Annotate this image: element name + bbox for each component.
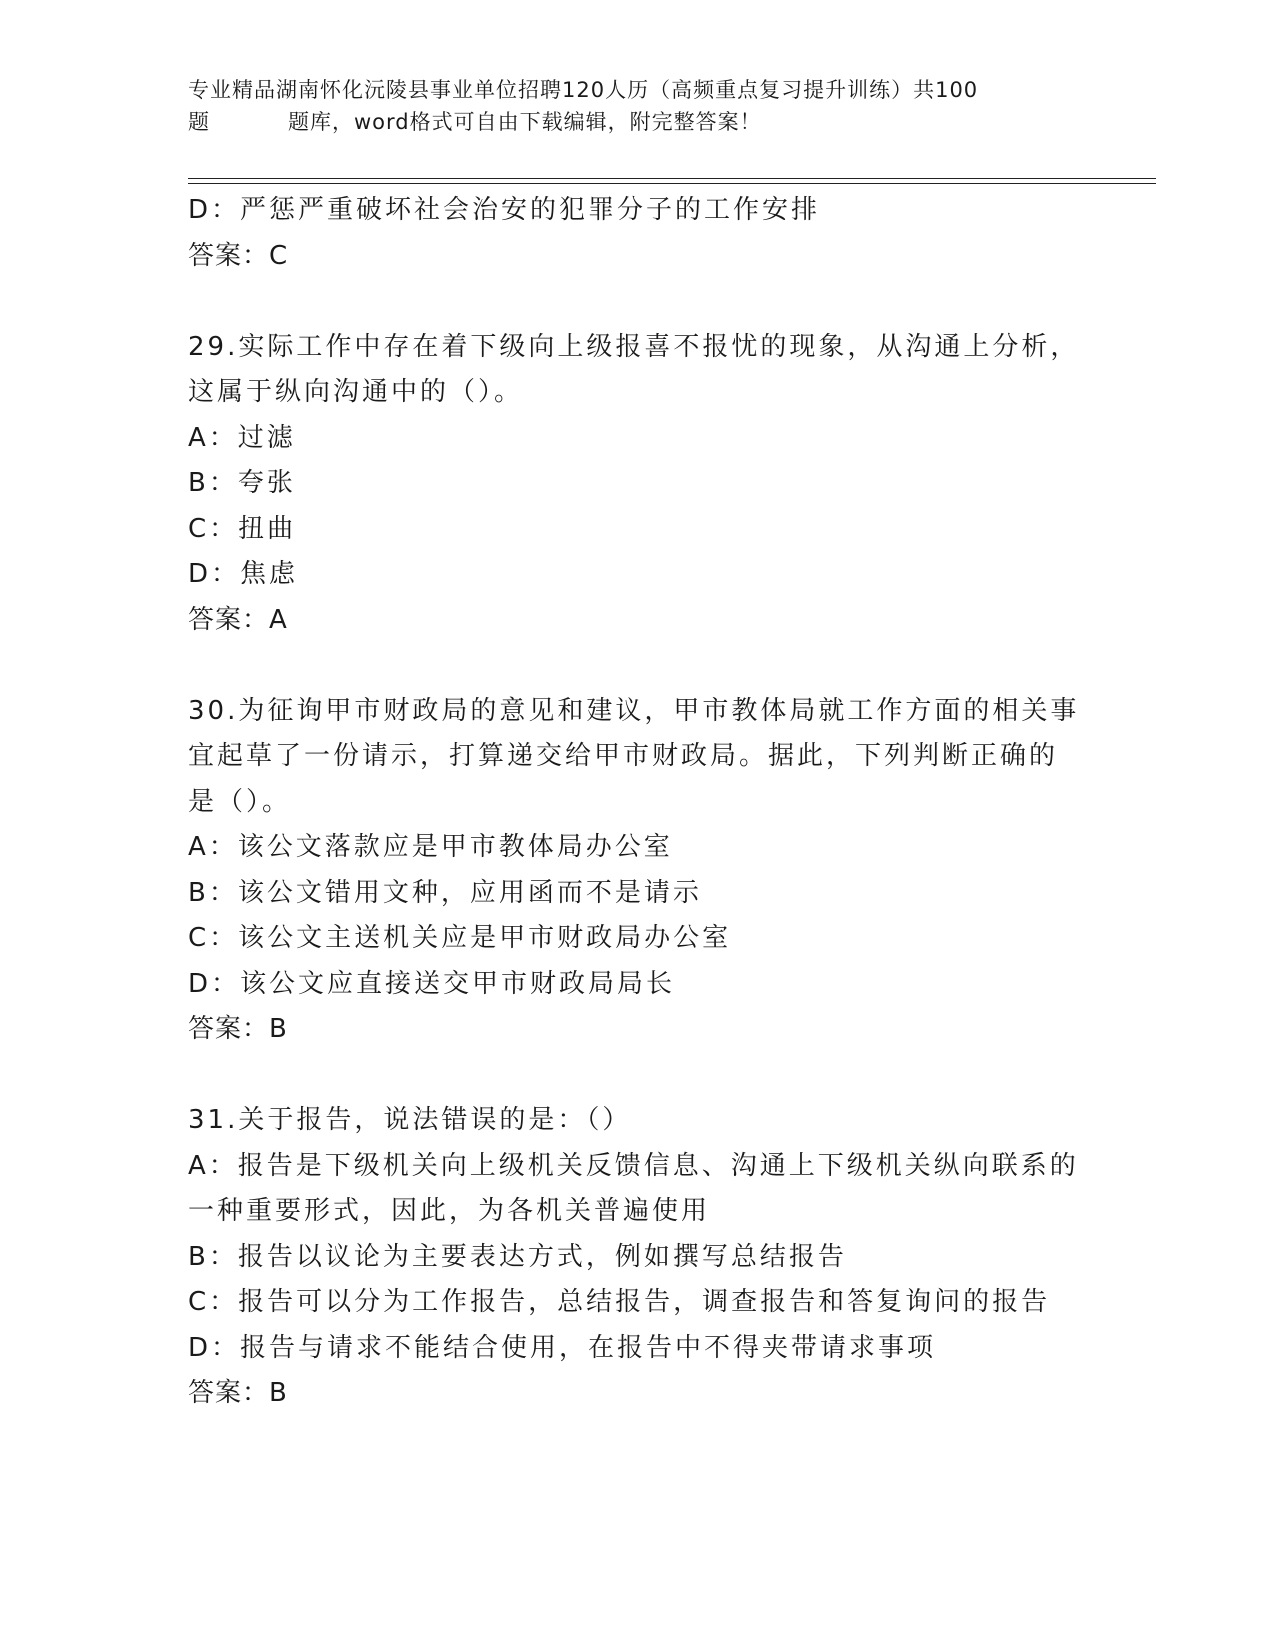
option-d: D：焦虑 [188,559,299,589]
header-rule-bottom [188,183,1156,184]
option-a: A：该公文落款应是甲市教体局办公室 [188,832,673,862]
option-b: B：报告以议论为主要表达方式，例如撰写总结报告 [188,1241,847,1272]
option-d: D：报告与请求不能结合使用，在报告中不得夹带请求事项 [188,1332,937,1363]
question-stem: 宜起草了一份请示，打算递交给甲市财政局。据此，下列判断正确的 [188,741,1059,771]
option-a: A：过滤 [188,422,296,453]
question-stem: 31.关于报告，说法错误的是：（） [188,1105,632,1135]
question-stem: 是（）。 [188,786,292,817]
header-rule-top [188,178,1156,179]
answer-line: 答案：C [188,240,289,271]
answer-line: 答案：B [188,1014,288,1044]
header-line-2-start: 题 [188,110,210,134]
option-d: D：严惩严重破坏社会治安的犯罪分子的工作安排 [188,195,821,225]
header-line-2-rest: 题库，word格式可自由下载编辑，附完整答案！ [288,110,762,134]
answer-line: 答案：B [188,1378,288,1408]
document-header [188,74,1088,138]
option-a: A：报告是下级机关向上级机关反馈信息、沟通上下级机关纵向联系的 [188,1150,1079,1181]
question-list [188,188,1088,1417]
option-a-continued: 一种重要形式，因此，为各机关普遍使用 [188,1196,711,1226]
question-30 [188,689,1088,1053]
answer-line: 答案：A [188,604,288,635]
question-stem: 30.为征询甲市财政局的意见和建议，甲市教体局就工作方面的相关事 [188,695,1080,726]
question-stem: 29.实际工作中存在着下级向上级报喜不报忧的现象，从沟通上分析， [188,331,1080,362]
option-d: D：该公文应直接送交甲市财政局局长 [188,968,676,999]
question-29 [188,325,1088,644]
option-c: C：报告可以分为工作报告，总结报告，调查报告和答复询问的报告 [188,1287,1051,1317]
question-31 [188,1098,1088,1417]
option-b: B：夸张 [188,468,296,498]
header-line-2 [188,106,1088,138]
option-b: B：该公文错用文种，应用函而不是请示 [188,877,702,908]
option-c: C：扭曲 [188,513,297,544]
header-line-1: 专业精品湖南怀化沅陵县事业单位招聘120人历（高频重点复习提升训练）共100 [188,78,979,102]
question-stem: 这属于纵向沟通中的（）。 [188,377,524,407]
option-c: C：该公文主送机关应是甲市财政局办公室 [188,923,732,953]
